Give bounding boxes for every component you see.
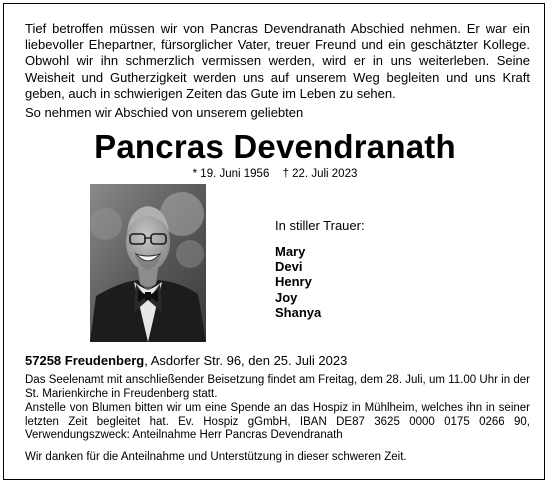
mourner-name: Devi — [275, 259, 303, 275]
portrait-photo — [90, 184, 206, 342]
place-city: 57258 Freudenberg — [25, 353, 145, 368]
life-dates — [4, 167, 546, 181]
portrait-illustration — [90, 184, 206, 342]
mourner-name: Mary — [275, 244, 306, 259]
intro-text: Tief betroffen müssen wir von Pancras Devendranath Abschied nehmen. Er war ein liebevoller Ehepartner, fürsorglicher Vater, treuer Freund und ein geschätzter Kollege. Obwohl wir ihn schmerzlich vermissen werden, wird er in uns weiterleben. Seine Weisheit und Gutherzigkeit werden uns auf unserem Weg begleiten und uns Kraft geben, auch in schwierigen Zeiten das Gute im Leben zu sehen. — [25, 21, 530, 101]
thanks-text: Wir danken für die Anteilnahme und Unterstützung in dieser schweren Zeit. — [25, 451, 407, 463]
mourner-name: Henry — [275, 274, 312, 290]
funeral-info: Das Seelenamt mit anschließender Beisetzung findet am Freitag, dem 28. Juli, um 11.00 Uhr in der St. Marienkirche in Freudenberg statt. — [25, 374, 530, 400]
place-and-date — [25, 353, 347, 369]
mourner-name: Shanya — [275, 304, 322, 320]
mourner-list — [275, 244, 321, 320]
donation-info: Anstelle von Blumen bitten wir um eine Spende an das Hospiz in Mühlheim, welches ihn in seiner letzten Zeit begleitet hat. Ev. Hospiz gGmbH, IBAN DE87 3625 0000 0175 0266 90, Verwendungszweck: Anteilnahme Herr Pancras Devendranath — [25, 402, 530, 442]
deceased-name: Pancras Devendranath — [94, 128, 456, 165]
mourner-name: Joy — [275, 289, 298, 305]
death-date: † 22. Juli 2023 — [282, 168, 358, 180]
mourning-label: In stiller Trauer: — [275, 218, 365, 233]
birth-date: * 19. Juni 1956 — [192, 168, 270, 180]
lead-text: So nehmen wir Abschied von unserem geliebten — [25, 105, 304, 120]
place-address-date: , Asdorfer Str. 96, den 25. Juli 2023 — [144, 353, 348, 368]
obituary-notice — [3, 3, 545, 480]
